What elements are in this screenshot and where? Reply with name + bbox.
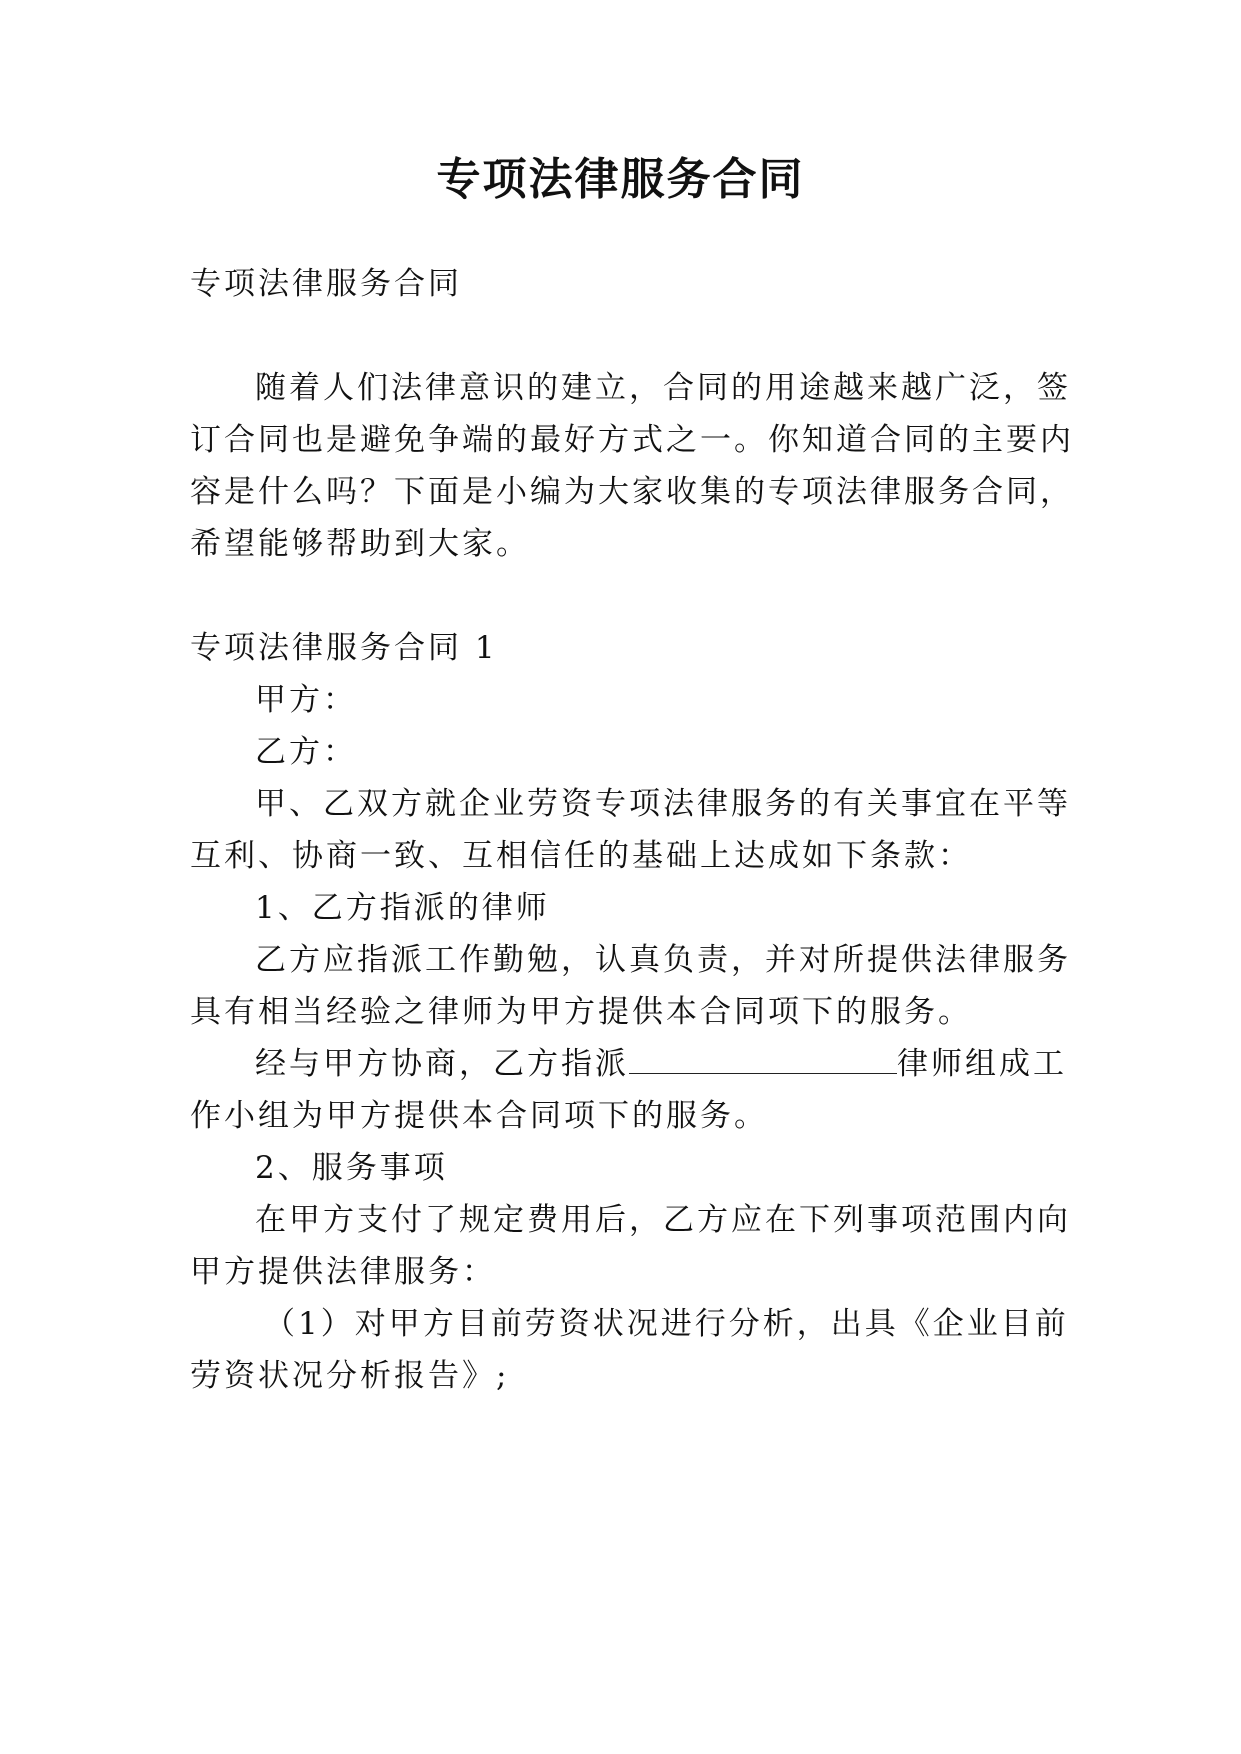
clause1-para1-line-1: 乙方应指派工作勤勉，认真负责，并对所提供法律服务 <box>255 942 1071 978</box>
agreement-line-1: 甲、乙双方就企业劳资专项法律服务的有关事宜在平等 <box>255 786 1071 822</box>
intro-line-2: 订合同也是避免争端的最好方式之一。你知道合同的主要内 <box>190 422 1074 458</box>
intro-line-4: 希望能够帮助到大家。 <box>190 526 530 562</box>
item1-line-2: 劳资状况分析报告》; <box>190 1358 510 1394</box>
clause1-para2-line-1 <box>255 1042 1067 1086</box>
intro-line-3: 容是什么吗？下面是小编为大家收集的专项法律服务合同， <box>190 474 1074 510</box>
party-a-label: 甲方： <box>255 682 357 718</box>
document-subtitle: 专项法律服务合同 <box>190 266 462 302</box>
clause1-para2-line-2: 作小组为甲方提供本合同项下的服务。 <box>190 1098 768 1134</box>
clause1-heading: 1、乙方指派的律师 <box>255 890 550 926</box>
clause2-para-line-1: 在甲方支付了规定费用后，乙方应在下列事项范围内向 <box>255 1202 1071 1238</box>
clause1-para2-text-after: 律师组成工 <box>897 1046 1067 1082</box>
section-heading: 专项法律服务合同 1 <box>190 630 498 666</box>
party-b-label: 乙方： <box>255 734 357 770</box>
clause1-para1-line-2: 具有相当经验之律师为甲方提供本合同项下的服务。 <box>190 994 972 1030</box>
clause2-para-line-2: 甲方提供法律服务： <box>190 1254 496 1290</box>
intro-line-1: 随着人们法律意识的建立，合同的用途越来越广泛，签 <box>255 370 1071 406</box>
clause1-para2-text-before: 经与甲方协商，乙方指派 <box>255 1046 629 1082</box>
clause2-heading: 2、服务事项 <box>255 1150 448 1186</box>
agreement-line-2: 互利、协商一致、互相信任的基础上达成如下条款： <box>190 838 972 874</box>
document-title: 专项法律服务合同 <box>436 154 805 205</box>
lawyer-name-blank <box>629 1043 897 1074</box>
item1-line-1: （1）对甲方目前劳资状况进行分析，出具《企业目前 <box>264 1306 1069 1342</box>
